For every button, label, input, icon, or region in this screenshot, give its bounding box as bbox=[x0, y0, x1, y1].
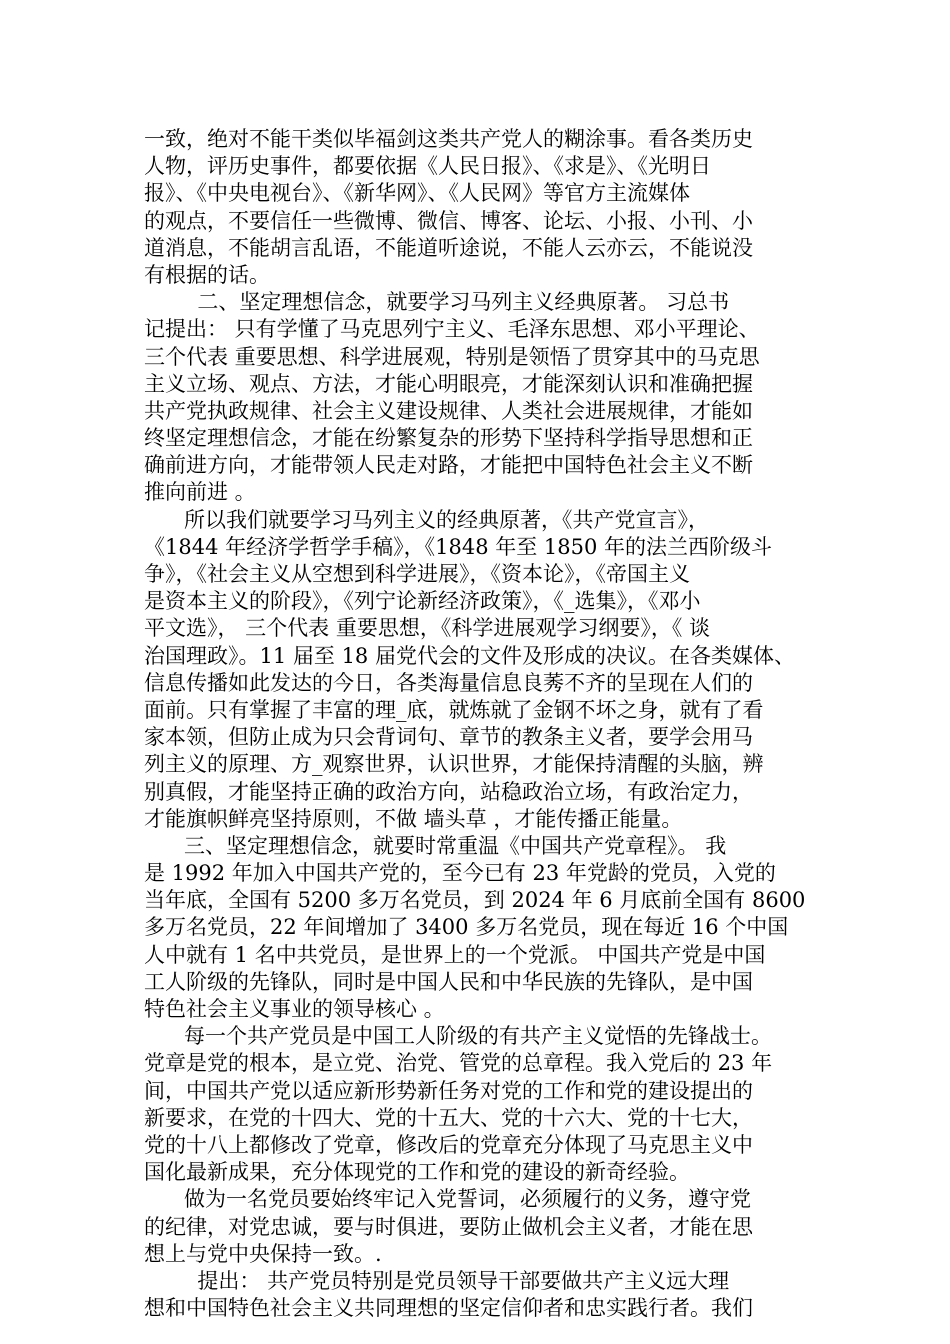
text-line: 党的十八上都修改了党章，修改后的党章充分体现了马克思主义中 bbox=[144, 1132, 753, 1157]
text-line: 争》，《社会主义从空想到科学进展》，《资本论》，《帝国主义 bbox=[144, 562, 690, 586]
text-line: 当年底，全国有 5200 多万名党员，到 2024 年 6 月底前全国有 8600 bbox=[144, 888, 806, 913]
text-line: 国化最新成果，充分体现党的工作和党的建设的新奇经验。 bbox=[144, 1160, 690, 1185]
text-line: 想和中国特色社会主义共同理想的坚定信仰者和忠实践行者。我们 bbox=[144, 1296, 753, 1321]
text-line: 所以我们就要学习马列主义的经典原著，《共产党宣言》， bbox=[144, 507, 710, 532]
text-line: 三、坚定理想信念，就要时常重温《中国共产党章程》。 我 bbox=[144, 833, 727, 858]
text-line: 有根据的话。 bbox=[144, 262, 270, 287]
text-line: 做为一名党员要始终牢记入党誓词，必须履行的义务，遵守党 bbox=[144, 1187, 752, 1212]
text-line: 共产党执政规律、社会主义建设规律、人类社会进展规律，才能如 bbox=[144, 398, 753, 423]
text-line: 提出： 共产党员特别是党员领导干部要做共产主义远大理 bbox=[144, 1268, 730, 1293]
text-line: 主义立场、观点、方法，才能心明眼亮，才能深刻认识和准确把握 bbox=[144, 371, 753, 396]
text-line: 列主义的原理、方_观察世界，认识世界，才能保持清醒的头脑，辨 bbox=[144, 752, 764, 777]
text-line: 确前进方向，才能带领人民走对路，才能把中国特色社会主义不断 bbox=[144, 453, 753, 478]
text-line: 新要求，在党的十四大、党的十五大、党的十六大、党的十七大， bbox=[144, 1105, 753, 1130]
text-line: 面前。只有掌握了丰富的理_底，就炼就了金钢不坏之身，就有了看 bbox=[144, 697, 764, 722]
body-text bbox=[144, 126, 804, 1322]
text-line: 工人阶级的先锋队，同时是中国人民和中华民族的先锋队，是中国 bbox=[144, 969, 753, 994]
text-line: 特色社会主义事业的领导核心 。 bbox=[144, 997, 445, 1021]
text-line: 才能旗帜鲜亮坚持原则，不做 墙头草 ，才能传播正能量。 bbox=[144, 806, 683, 831]
text-line: 人中就有 1 名中共党员，是世界上的一个党派。 中国共产党是中国 bbox=[144, 942, 766, 967]
text-line: 多万名党员，22 年间增加了 3400 多万名党员，现在每近 16 个中国 bbox=[144, 915, 789, 940]
text-line: 二、坚定理想信念，就要学习马列主义经典原著。 习总书 bbox=[144, 290, 730, 315]
text-line: 想上与党中央保持一致。. bbox=[144, 1241, 382, 1266]
text-line: 的观点，不要信任一些微博、微信、博客、论坛、小报、小刊、小 bbox=[144, 208, 753, 233]
text-line: 一致，绝对不能干类似毕福剑这类共产党人的糊涂事。看各类历史 bbox=[144, 127, 753, 151]
text-line: 人物，评历史事件，都要依据《人民日报》、《求是》、《光明日 bbox=[144, 154, 711, 179]
text-line: 家本领，但防止成为只会背词句、章节的教条主义者，要学会用马 bbox=[144, 725, 753, 750]
text-line: 道消息，不能胡言乱语，不能道听途说，不能人云亦云，不能说没 bbox=[144, 235, 753, 260]
text-line: 《1844 年经济学哲学手稿》，《1848 年至 1850 年的法兰西阶级斗 bbox=[144, 534, 773, 559]
text-line: 平文选》， 三个代表 重要思想，《科学进展观学习纲要》，《 谈 bbox=[144, 616, 711, 641]
text-line: 是 1992 年加入中国共产党的，至今已有 23 年党龄的党员，入党的 bbox=[144, 861, 776, 886]
text-line: 三个代表 重要思想、科学进展观，特别是领悟了贯穿其中的马克思 bbox=[144, 344, 760, 369]
text-line: 是资本主义的阶段》，《列宁论新经济政策》，《_选集》，《邓小 bbox=[144, 589, 701, 614]
text-line: 终坚定理想信念，才能在纷繁复杂的形势下坚持科学指导思想和正 bbox=[144, 426, 753, 451]
text-line: 记提出： 只有学懂了马克思列宁主义、毛泽东思想、邓小平理论、 bbox=[144, 317, 760, 342]
text-line: 别真假，才能坚持正确的政治方向，站稳政治立场，有政治定力， bbox=[144, 779, 753, 804]
text-line: 治国理政》。11 届至 18 届党代会的文件及形成的决议。在各类媒体、 bbox=[144, 643, 795, 668]
text-line: 间，中国共产党以适应新形势新任务对党的工作和党的建设提出的 bbox=[144, 1078, 753, 1103]
text-line: 党章是党的根本，是立党、治党、管党的总章程。我入党后的 23 年 bbox=[144, 1051, 773, 1076]
text-line: 信息传播如此发达的今日，各类海量信息良莠不齐的呈现在人们的 bbox=[144, 670, 753, 695]
text-line: 推向前进 。 bbox=[144, 480, 256, 505]
text-line: 的纪律，对党忠诚，要与时俱进，要防止做机会主义者，才能在思 bbox=[144, 1214, 753, 1239]
text-line: 报》、《中央电视台》、《新华网》、《人民网》等官方主流媒体 bbox=[144, 181, 690, 206]
text-line: 每一个共产党员是中国工人阶级的有共产主义觉悟的先锋战士。 bbox=[144, 1024, 773, 1049]
